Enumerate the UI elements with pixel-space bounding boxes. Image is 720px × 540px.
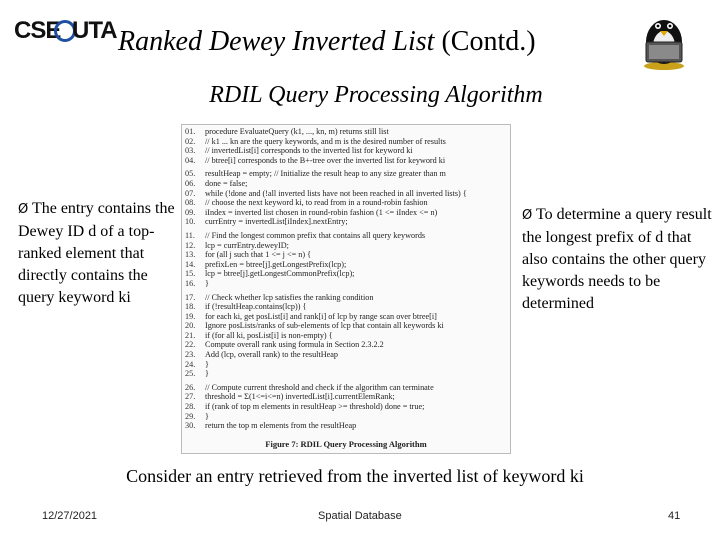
algorithm-line bbox=[185, 412, 507, 422]
algorithm-line-number: 16. bbox=[185, 278, 196, 288]
algorithm-line-text: resultHeap = empty; // Initialize the result heap to any size greater than m bbox=[205, 169, 446, 179]
algorithm-line-text: Add (lcp, overall rank) to the resultHeap bbox=[205, 350, 338, 360]
algorithm-line-number: 20. bbox=[185, 321, 196, 331]
algorithm-line bbox=[185, 137, 507, 147]
algorithm-line-number: 13. bbox=[185, 250, 196, 260]
algorithm-line bbox=[185, 231, 507, 241]
algorithm-line-number: 19. bbox=[185, 311, 196, 321]
algorithm-line-number: 24. bbox=[185, 359, 196, 369]
algorithm-line-text: currEntry = invertedList[iIndex].nextEntry; bbox=[205, 217, 348, 227]
algorithm-line-text: done = false; bbox=[205, 178, 248, 188]
algorithm-line-number: 18. bbox=[185, 302, 196, 312]
figure-caption: Figure 7: RDIL Query Processing Algorithm bbox=[265, 439, 427, 450]
algorithm-line bbox=[185, 331, 507, 341]
algorithm-line bbox=[185, 312, 507, 322]
algorithm-line bbox=[185, 198, 507, 208]
algorithm-line-text: for (all j such that 1 <= j <= n) { bbox=[205, 250, 312, 260]
algorithm-line-text: lcp = currEntry.deweyID; bbox=[205, 240, 289, 250]
algorithm-line-number: 29. bbox=[185, 411, 196, 421]
algorithm-line-text: // Check whether lcp satisfies the ranking condition bbox=[205, 292, 374, 302]
algorithm-line bbox=[185, 279, 507, 289]
algorithm-line-text: for each ki, get posList[i] and rank[i] of lcp by range scan over btree[i] bbox=[205, 311, 437, 321]
algorithm-line-text: Compute overall rank using formula in Section 2.3.2.2 bbox=[205, 340, 384, 350]
algorithm-line-number: 09. bbox=[185, 207, 196, 217]
algorithm-line-number: 14. bbox=[185, 259, 196, 269]
slide-title-suffix: (Contd.) bbox=[441, 26, 536, 57]
algorithm-line bbox=[185, 217, 507, 227]
algorithm-line bbox=[185, 189, 507, 199]
algorithm-line-text: if (for all ki, posList[i] is non-empty) { bbox=[205, 330, 333, 340]
algorithm-line bbox=[185, 369, 507, 379]
algorithm-line bbox=[185, 127, 507, 137]
algorithm-line-number: 03. bbox=[185, 146, 196, 156]
algorithm-line bbox=[185, 392, 507, 402]
algorithm-line bbox=[185, 250, 507, 260]
right-bullet-text: To determine a query result the longest prefix of d that also contains the other query keywords needs to be determined bbox=[522, 206, 712, 312]
algorithm-line-text: // Compute current threshold and check if the algorithm can terminate bbox=[205, 382, 434, 392]
algorithm-line-text: prefixLen = btree[j].getLongestPrefix(lcp); bbox=[205, 259, 347, 269]
bullet-arrow-icon: Ø bbox=[18, 202, 29, 217]
algorithm-line bbox=[185, 169, 507, 179]
algorithm-line-text: // choose the next keyword ki, to read from in a round-robin fashion bbox=[205, 198, 428, 208]
algorithm-line bbox=[185, 421, 507, 431]
logo-cse-text: CSE bbox=[14, 17, 61, 44]
algorithm-line-text: } bbox=[205, 359, 209, 369]
right-bullet bbox=[522, 204, 718, 315]
algorithm-line-number: 10. bbox=[185, 217, 196, 227]
algorithm-line-number: 12. bbox=[185, 240, 196, 250]
algorithm-line-number: 25. bbox=[185, 369, 196, 379]
slide-title bbox=[118, 26, 638, 58]
algorithm-line-number: 21. bbox=[185, 330, 196, 340]
algorithm-line bbox=[185, 208, 507, 218]
algorithm-line bbox=[185, 302, 507, 312]
slide-title-main: Ranked Dewey Inverted List bbox=[118, 26, 435, 57]
algorithm-figure bbox=[181, 124, 511, 454]
algorithm-line-number: 08. bbox=[185, 198, 196, 208]
bullet-arrow-icon: Ø bbox=[522, 208, 533, 223]
algorithm-line-number: 04. bbox=[185, 155, 196, 165]
footer-course: Spatial Database bbox=[318, 510, 402, 522]
algorithm-line-text: if (rank of top m elements in resultHeap >= threshold) done = true; bbox=[205, 402, 425, 412]
footer-page-number: 41 bbox=[668, 510, 681, 522]
algorithm-line bbox=[185, 241, 507, 251]
algorithm-line-number: 07. bbox=[185, 188, 196, 198]
algorithm-line-text: procedure EvaluateQuery (k1, ..., kn, m) returns still list bbox=[205, 127, 389, 136]
slide-subtitle: RDIL Query Processing Algorithm bbox=[209, 82, 543, 108]
algorithm-line-number: 15. bbox=[185, 269, 196, 279]
algorithm-line bbox=[185, 360, 507, 370]
algorithm-line-number: 05. bbox=[185, 169, 196, 179]
algorithm-line-text: } bbox=[205, 411, 209, 421]
algorithm-line-number: 06. bbox=[185, 178, 196, 188]
algorithm-line-number: 11. bbox=[185, 230, 195, 240]
cse-uta-logo bbox=[14, 14, 117, 48]
algorithm-line bbox=[185, 179, 507, 189]
algorithm-line-number: 22. bbox=[185, 340, 196, 350]
algorithm-line bbox=[185, 383, 507, 393]
algorithm-line bbox=[185, 156, 507, 166]
left-bullet bbox=[18, 198, 178, 309]
algorithm-line bbox=[185, 402, 507, 412]
algorithm-line bbox=[185, 293, 507, 303]
algorithm-line-text: return the top m elements from the resultHeap bbox=[205, 421, 357, 431]
algorithm-line-text: lcp = btree[j].getLongestCommonPrefix(lcp); bbox=[205, 269, 355, 279]
algorithm-line-text: } bbox=[205, 278, 209, 288]
algorithm-line bbox=[185, 260, 507, 270]
algorithm-line-number: 01. bbox=[185, 127, 196, 136]
algorithm-line-text: // invertedList[i] corresponds to the inverted list for keyword ki bbox=[205, 146, 413, 156]
algorithm-code bbox=[185, 127, 507, 431]
algorithm-line-text: iIndex = inverted list chosen in round-robin fashion (1 <= iIndex <= n) bbox=[205, 207, 438, 217]
algorithm-line-text: } bbox=[205, 369, 209, 379]
algorithm-line-number: 17. bbox=[185, 292, 196, 302]
algorithm-line-text: Ignore posLists/ranks of sub-elements of lcp that contain all keywords ki bbox=[205, 321, 444, 331]
algorithm-line-text: // btree[i] corresponds to the B+-tree over the inverted list for keyword ki bbox=[205, 155, 446, 165]
bottom-statement: Consider an entry retrieved from the inverted list of keyword ki bbox=[126, 466, 584, 486]
algorithm-line-number: 27. bbox=[185, 392, 196, 402]
algorithm-line bbox=[185, 269, 507, 279]
algorithm-line-number: 26. bbox=[185, 382, 196, 392]
algorithm-line-text: while (!done and (!all inverted lists have not been reached in all inverted lists) { bbox=[205, 188, 467, 198]
algorithm-line-text: // k1 ... kn are the query keywords, and m is the desired number of results bbox=[205, 136, 446, 146]
algorithm-line-number: 23. bbox=[185, 350, 196, 360]
algorithm-line-number: 30. bbox=[185, 421, 196, 431]
algorithm-line bbox=[185, 321, 507, 331]
algorithm-line-number: 28. bbox=[185, 402, 196, 412]
left-bullet-text: The entry contains the Dewey ID d of a top-ranked element that directly contains the query keyword ki bbox=[18, 200, 175, 306]
algorithm-line bbox=[185, 146, 507, 156]
algorithm-line-text: // Find the longest common prefix that contains all query keywords bbox=[205, 230, 426, 240]
penguin-laptop-icon bbox=[632, 8, 696, 72]
logo-uta-text: UTA bbox=[72, 17, 117, 44]
footer-date: 12/27/2021 bbox=[42, 510, 98, 522]
algorithm-line-text: threshold = Σ(1<=i<=n) invertedList[i].currentElemRank; bbox=[205, 392, 395, 402]
algorithm-line bbox=[185, 350, 507, 360]
algorithm-line-text: if (!resultHeap.contains(lcp)) { bbox=[205, 302, 307, 312]
algorithm-line bbox=[185, 340, 507, 350]
algorithm-line-number: 02. bbox=[185, 136, 196, 146]
